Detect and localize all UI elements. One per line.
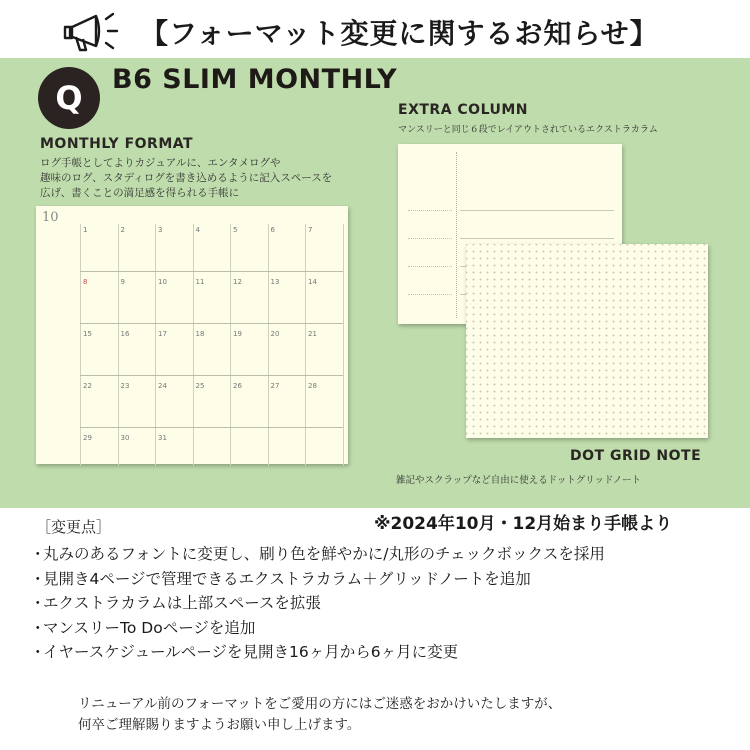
calendar-day-number: 13 — [270, 278, 280, 286]
calendar-month: 10 — [42, 210, 59, 225]
calendar-grid-line — [118, 224, 119, 466]
extra-column-divider — [456, 152, 457, 318]
bullet: ・ — [30, 545, 46, 563]
footer-line: リニューアル前のフォーマットをご愛用の方にはご迷惑をおかけいたしますが、 — [78, 696, 562, 712]
dot-grid-title: DOT GRID NOTE — [570, 448, 702, 464]
calendar-day-number: 19 — [233, 330, 242, 338]
changes-label: ［変更点］ — [36, 518, 112, 536]
calendar-day-number: 8 — [83, 278, 88, 286]
extra-column-row-line — [408, 210, 452, 211]
calendar-day-number: 23 — [120, 382, 130, 390]
calendar-grid-line — [80, 271, 343, 272]
change-item — [30, 542, 605, 567]
calendar-day-number: 30 — [120, 434, 130, 442]
change-item-text: エクストラカラムは上部スペースを拡張 — [43, 594, 321, 612]
change-item-text: 見開き4ページで管理できるエクストラカラム＋グリッドノートを追加 — [43, 569, 531, 588]
change-item — [30, 616, 605, 641]
calendar-day-number: 12 — [233, 278, 242, 286]
extra-column-row-line — [460, 238, 614, 239]
calendar-grid-line — [80, 375, 343, 376]
calendar-day-number: 31 — [158, 434, 167, 442]
extra-column-title: EXTRA COLUMN — [398, 102, 529, 118]
calendar-day-number: 17 — [158, 330, 167, 338]
calendar-day-number: 2 — [120, 226, 125, 234]
monthly-format-title: MONTHLY FORMAT — [40, 136, 194, 152]
change-item — [30, 567, 605, 592]
extra-column-row-line — [408, 238, 452, 239]
monthly-format-description-line: 趣味のログ、スタディログを書き込めるように記入スペースを — [40, 172, 333, 184]
change-list — [30, 542, 605, 665]
calendar-grid-line — [305, 224, 306, 466]
calendar-grid-line — [193, 224, 194, 466]
calendar-day-number: 28 — [308, 382, 317, 390]
calendar-day-number: 24 — [158, 382, 167, 390]
extra-column-description: マンスリーと同じ６段でレイアウトされているエクストラカラム — [398, 125, 658, 135]
change-item — [30, 591, 605, 616]
megaphone-icon — [62, 6, 132, 56]
dot-grid-page — [466, 244, 708, 438]
monthly-format-description-line: ログ手帳としてよりカジュアルに、エンタメログや — [40, 157, 281, 169]
calendar-day-number: 25 — [195, 382, 205, 390]
calendar-day-number: 29 — [83, 434, 92, 442]
calendar-day-number: 10 — [158, 278, 167, 286]
calendar-grid-line — [80, 224, 81, 466]
calendar-day-number: 3 — [158, 226, 163, 234]
calendar-day-number: 15 — [83, 330, 92, 338]
calendar-day-number: 26 — [233, 382, 242, 390]
applies-note: ※2024年10月・12月始まり手帳より — [374, 514, 673, 534]
footer-line: 何卒ご理解賜りますようお願い申し上げます。 — [78, 717, 361, 733]
bullet: ・ — [30, 594, 46, 612]
calendar-grid-line — [343, 224, 344, 466]
footer-message — [78, 694, 561, 736]
bullet: ・ — [30, 643, 46, 661]
change-item — [30, 640, 605, 665]
calendar-grid-line — [155, 224, 156, 466]
extra-column-row-line — [460, 210, 614, 211]
calendar-grid-line — [230, 224, 231, 466]
change-item-text: 丸みのあるフォントに変更し、刷り色を鮮やかに/丸形のチェックボックスを採用 — [43, 545, 605, 563]
calendar-grid-line — [268, 224, 269, 466]
calendar-day-number: 21 — [308, 330, 317, 338]
bullet: ・ — [30, 569, 46, 588]
extra-column-row-line — [408, 266, 452, 267]
calendar-grid-line — [80, 323, 343, 324]
calendar-day-number: 18 — [195, 330, 205, 338]
calendar-day-number: 7 — [308, 226, 313, 234]
calendar-day-number: 4 — [195, 226, 200, 234]
monthly-format-description-line: 広げ、書くことの満足感を得られる手帳に — [40, 187, 240, 199]
calendar-day-number: 1 — [83, 226, 88, 234]
calendar-day-number: 6 — [270, 226, 275, 234]
calendar-day-number: 22 — [83, 382, 92, 390]
bullet: ・ — [30, 618, 46, 637]
extra-column-row-line — [408, 294, 452, 295]
calendar-day-number: 20 — [270, 330, 280, 338]
product-name: B6 SLIM MONTHLY — [112, 64, 398, 95]
calendar-day-number: 16 — [120, 330, 130, 338]
calendar-grid-line — [80, 427, 343, 428]
calendar-day-number: 27 — [270, 382, 280, 390]
calendar-day-number: 5 — [233, 226, 238, 234]
change-item-text: マンスリーTo Doページを追加 — [43, 618, 256, 637]
q-badge-icon — [36, 65, 102, 131]
calendar-day-number: 11 — [195, 278, 205, 286]
calendar-day-number: 14 — [308, 278, 317, 286]
page-title: 【フォーマット変更に関するお知らせ】 — [140, 17, 659, 50]
calendar-day-number: 9 — [120, 278, 125, 286]
dot-grid-description: 雑記やスクラップなど自由に使えるドットグリッドノート — [396, 475, 642, 486]
q-badge-letter: Q — [55, 79, 83, 117]
monthly-calendar-page — [36, 206, 348, 464]
monthly-format-description — [40, 156, 380, 201]
header — [0, 0, 750, 58]
change-item-text: イヤースケジュールページを見開き16ヶ月から6ヶ月に変更 — [43, 643, 459, 661]
